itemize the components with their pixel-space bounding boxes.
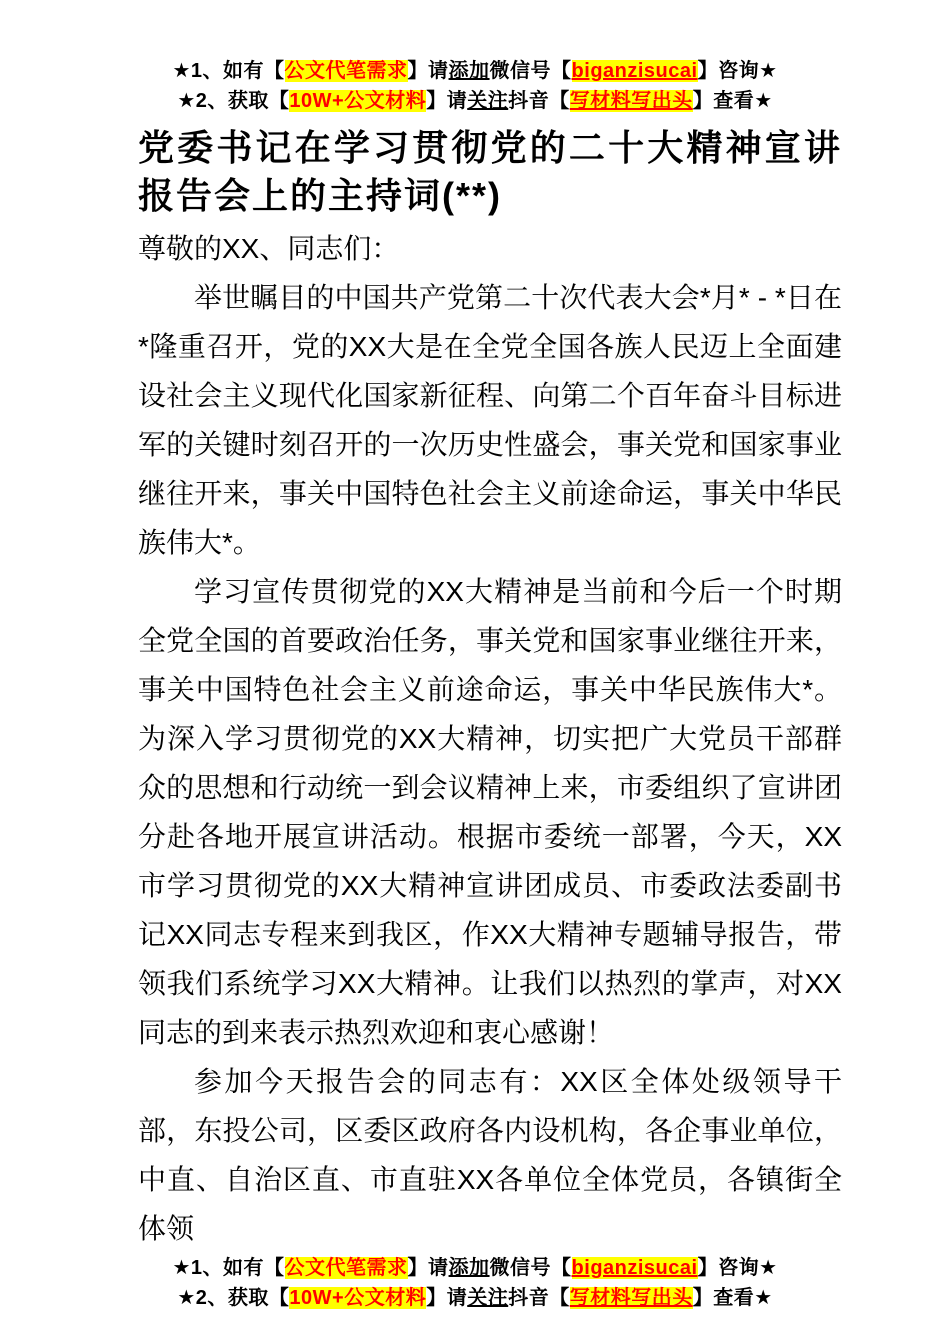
- notice-text: ★2、获取【: [177, 1287, 290, 1309]
- notice-text: ★2、获取【: [177, 90, 290, 112]
- wechat-id-highlight: biganzisucai: [571, 60, 698, 82]
- document-title: 党委书记在学习贯彻党的二十大精神宣讲报告会上的主持词(**): [138, 127, 842, 216]
- wechat-id-highlight: biganzisucai: [571, 1257, 698, 1279]
- notice-underlined-text: 添加: [448, 1257, 490, 1279]
- notice-text: 】请: [407, 1257, 449, 1279]
- header-notice-line-2: [0, 86, 950, 116]
- notice-underlined-text: 关注: [467, 1287, 509, 1309]
- notice-text: 】查看★: [692, 90, 773, 112]
- notice-text: 】咨询★: [697, 60, 778, 82]
- notice-text: 抖音【: [508, 90, 570, 112]
- notice-text: 抖音【: [508, 1287, 570, 1309]
- promo-service-highlight: 公文代笔需求: [284, 1257, 408, 1279]
- paragraph-3: 参加今天报告会的同志有：XX区全体处级领导干部，东投公司，区委区政府各内设机构，各企事业单位，中直、自治区直、市直驻XX各单位全体党员，各镇街全体领: [138, 1066, 842, 1244]
- footer-notice: [0, 1253, 950, 1344]
- promo-material-highlight: 10W+公文材料: [289, 90, 427, 112]
- douyin-name-highlight: 写材料写出头: [569, 1287, 693, 1309]
- notice-text: 】咨询★: [697, 1257, 778, 1279]
- footer-notice-line-2: [0, 1283, 950, 1313]
- header-notice: [0, 0, 950, 116]
- paragraph-1: 举世瞩目的中国共产党第二十次代表大会*月* - *日在*隆重召开，党的XX大是在全党全国各族人民迈上全面建设社会主义现代化国家新征程、向第二个百年奋斗目标进军的关键时刻召开的一次历史性盛会，事关党和国家事业继往开来，事关中国特色社会主义前途命运，事关中华民族伟大*。: [138, 282, 842, 558]
- notice-underlined-text: 关注: [467, 90, 509, 112]
- notice-underlined-text: 添加: [448, 60, 490, 82]
- notice-text: 微信号【: [489, 60, 572, 82]
- notice-text: 】请: [407, 60, 449, 82]
- notice-text: 】请: [426, 1287, 468, 1309]
- promo-material-highlight: 10W+公文材料: [289, 1287, 427, 1309]
- promo-service-highlight: 公文代笔需求: [284, 60, 408, 82]
- notice-text: 微信号【: [489, 1257, 572, 1279]
- notice-text: ★1、如有【: [172, 1257, 285, 1279]
- notice-text: 】查看★: [692, 1287, 773, 1309]
- notice-text: ★1、如有【: [172, 60, 285, 82]
- footer-notice-line-1: [0, 1253, 950, 1283]
- notice-text: 】请: [426, 90, 468, 112]
- document-body: [0, 224, 950, 1253]
- douyin-name-highlight: 写材料写出头: [569, 90, 693, 112]
- header-notice-line-1: [0, 56, 950, 86]
- paragraph-2: 学习宣传贯彻党的XX大精神是当前和今后一个时期全党全国的首要政治任务，事关党和国家事业继往开来，事关中国特色社会主义前途命运，事关中华民族伟大*。为深入学习贯彻党的XX大精神，切实把广大党员干部群众的思想和行动统一到会议精神上来，市委组织了宣讲团分赴各地开展宣讲活动。根据市委统一部署，今天，XX市学习贯彻党的XX大精神宣讲团成员、市委政法委副书记XX同志专程来到我区，作XX大精神专题辅导报告，带领我们系统学习XX大精神。让我们以热烈的掌声，对XX同志的到来表示热烈欢迎和衷心感谢！: [138, 576, 842, 1048]
- salutation-line: 尊敬的XX、同志们：: [138, 233, 400, 264]
